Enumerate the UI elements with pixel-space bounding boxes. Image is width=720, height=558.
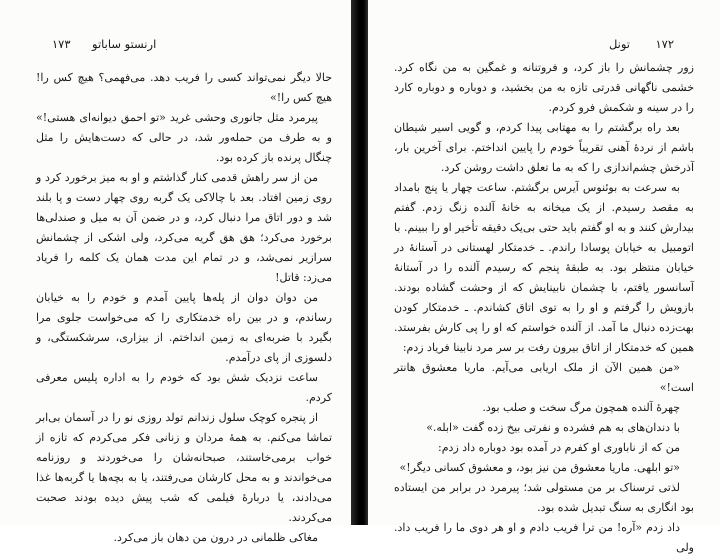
left-page-body	[36, 68, 332, 548]
page-number: ۱۷۳	[52, 37, 71, 51]
paragraph: ساعت نزدیک شش بود که خودم را به اداره پلیس معرفی کردم.	[36, 371, 332, 404]
page-number: ۱۷۲	[655, 37, 674, 51]
paragraph: از پنجره کوچک سلول زندانم تولد روزی نو را در آسمان بی‌ابر تماشا می‌کنم. به همهٔ مردان و زنانی فکر می‌کردم که تازه از خواب برمی‌خاستند، صبحانه‌شان را می‌خوردند و روزنامه می‌خواندند و به محل کارشان می‌رفتند، یا به بچه‌ها یا گربه‌ها غذا می‌دادند، یا دربارهٔ فیلمی که شب پیش دیده بودند صحبت می‌کردند.	[36, 411, 332, 524]
book-gutter	[351, 0, 369, 525]
paragraph: چهرهٔ آلنده همچون مرگ سخت و صلب بود.	[482, 401, 680, 414]
paragraph: من از سر راهش قدمی کنار گذاشتم و او به میز برخورد کرد و روی زمین افتاد. بعد با چالاکی یک گربه روی چهار دست و پا بلند شد و دور اتاق مرا دنبال کرد، و در ضمن آن به میل و صندلی‌ها برخورد می‌کرد؛ هق هق گریه می‌کرد، ولی اشکی از چشمانش سرازیر نمی‌شد، و در تمام این مدت همان یک کلمه را فریاد می‌زد: قاتل!	[36, 171, 332, 284]
paragraph: پیرمرد مثل جانوری وحشی غرید «تو احمق دیوانه‌ای هستی!» و به طرف من حمله‌ور شد، در حالی که دست‌هایش را مثل چنگال پرنده باز کرده بود.	[36, 111, 332, 164]
running-title: ارنستو ساباتو	[92, 37, 157, 51]
right-page-body	[394, 58, 694, 558]
paragraph: به سرعت به بوئنوس آیرس برگشتم. ساعت چهار یا پنج بامداد به مقصد رسیدم. از یک میخانه به خانهٔ آلنده زنگ زدم. گفتم بیدارش کنند و به او گفتم باید حتی بی‌یک دقیقه تأخیر او را ببینم. با اتومبیل به خیابان پوسادا راندم. ـ خدمتکار لهستانی در آستانهٔ در خیابان منتظر بود. به طبقهٔ پنجم که رسیدم آلنده را در آستانهٔ آسانسور یافتم، با چشمان نابینایش که از وحشت گشاده بودند. بازویش را گرفتم و او را به توی اتاق کشاندم. ـ خدمتکار کودن بهت‌زده دنبال ما آمد. از آلنده خواستم که او را پی کارش بفرستد. همین که خدمتکار از اتاق بیرون رفت بر سر مرد نابینا فریاد زدم:	[394, 181, 694, 354]
paragraph: «تو ابلهی. ماریا معشوق من نیز بود، و معشوق کسانی دیگر!»	[399, 461, 680, 474]
left-page	[0, 0, 352, 544]
paragraph: لذتی ترسناک بر من مستولی شد؛ پیرمرد در برابر من ایستاده بود انگاری به سنگ تبدیل شده بود.	[394, 481, 694, 514]
right-page	[368, 0, 720, 554]
paragraph: با دندان‌های به هم فشرده و نفرتی بیخ زده گفت «ابله.»	[426, 421, 680, 434]
paragraph: زور چشمانش را باز کرد، و فروتنانه و غمگین به من نگاه کرد. خشمی ناگهانی قدرتی تازه به من بخشید، و دوباره و دوباره کارد را در سینه و شکمش فرو کردم.	[394, 61, 694, 114]
paragraph: حالا دیگر نمی‌تواند کسی را فریب دهد. می‌فهمی؟ هیچ کس را! هیچ کس را!»	[36, 71, 332, 104]
paragraph: داد زدم «آره! من ترا فریب دادم و او هر دوی ما را فریب داد. ولی	[394, 521, 694, 554]
running-title: تونل	[608, 37, 630, 51]
paragraph: مغاکی ظلمانی در درون من دهان باز می‌کرد.	[113, 531, 318, 544]
paragraph: «من همین الآن از ملک اریابی می‌آیم. ماریا معشوق هانتر است!»	[394, 361, 694, 394]
paragraph: بعد راه برگشتم را به مهتابی پیدا کردم، و گویی اسیر شیطان باشم از نردهٔ آهنی تقریباً خودم را پایین انداختم. برای آخرین بار، آذرخش چشم‌اندازی را که به ما تعلق داشت روشن کرد.	[394, 121, 694, 174]
paragraph: من که از ناباوری او کفرم در آمده بود دوباره داد زدم:	[438, 441, 680, 454]
paragraph: من دوان دوان از پله‌ها پایین آمدم و خودم را به خیابان رساندم، و در بین راه خدمتکاری را که می‌خواست جلوی مرا بگیرد با ضربه‌ای به زمین انداختم. از بیزاری، سرشکستگی، و دلسوزی از پای درآمدم.	[36, 291, 332, 364]
